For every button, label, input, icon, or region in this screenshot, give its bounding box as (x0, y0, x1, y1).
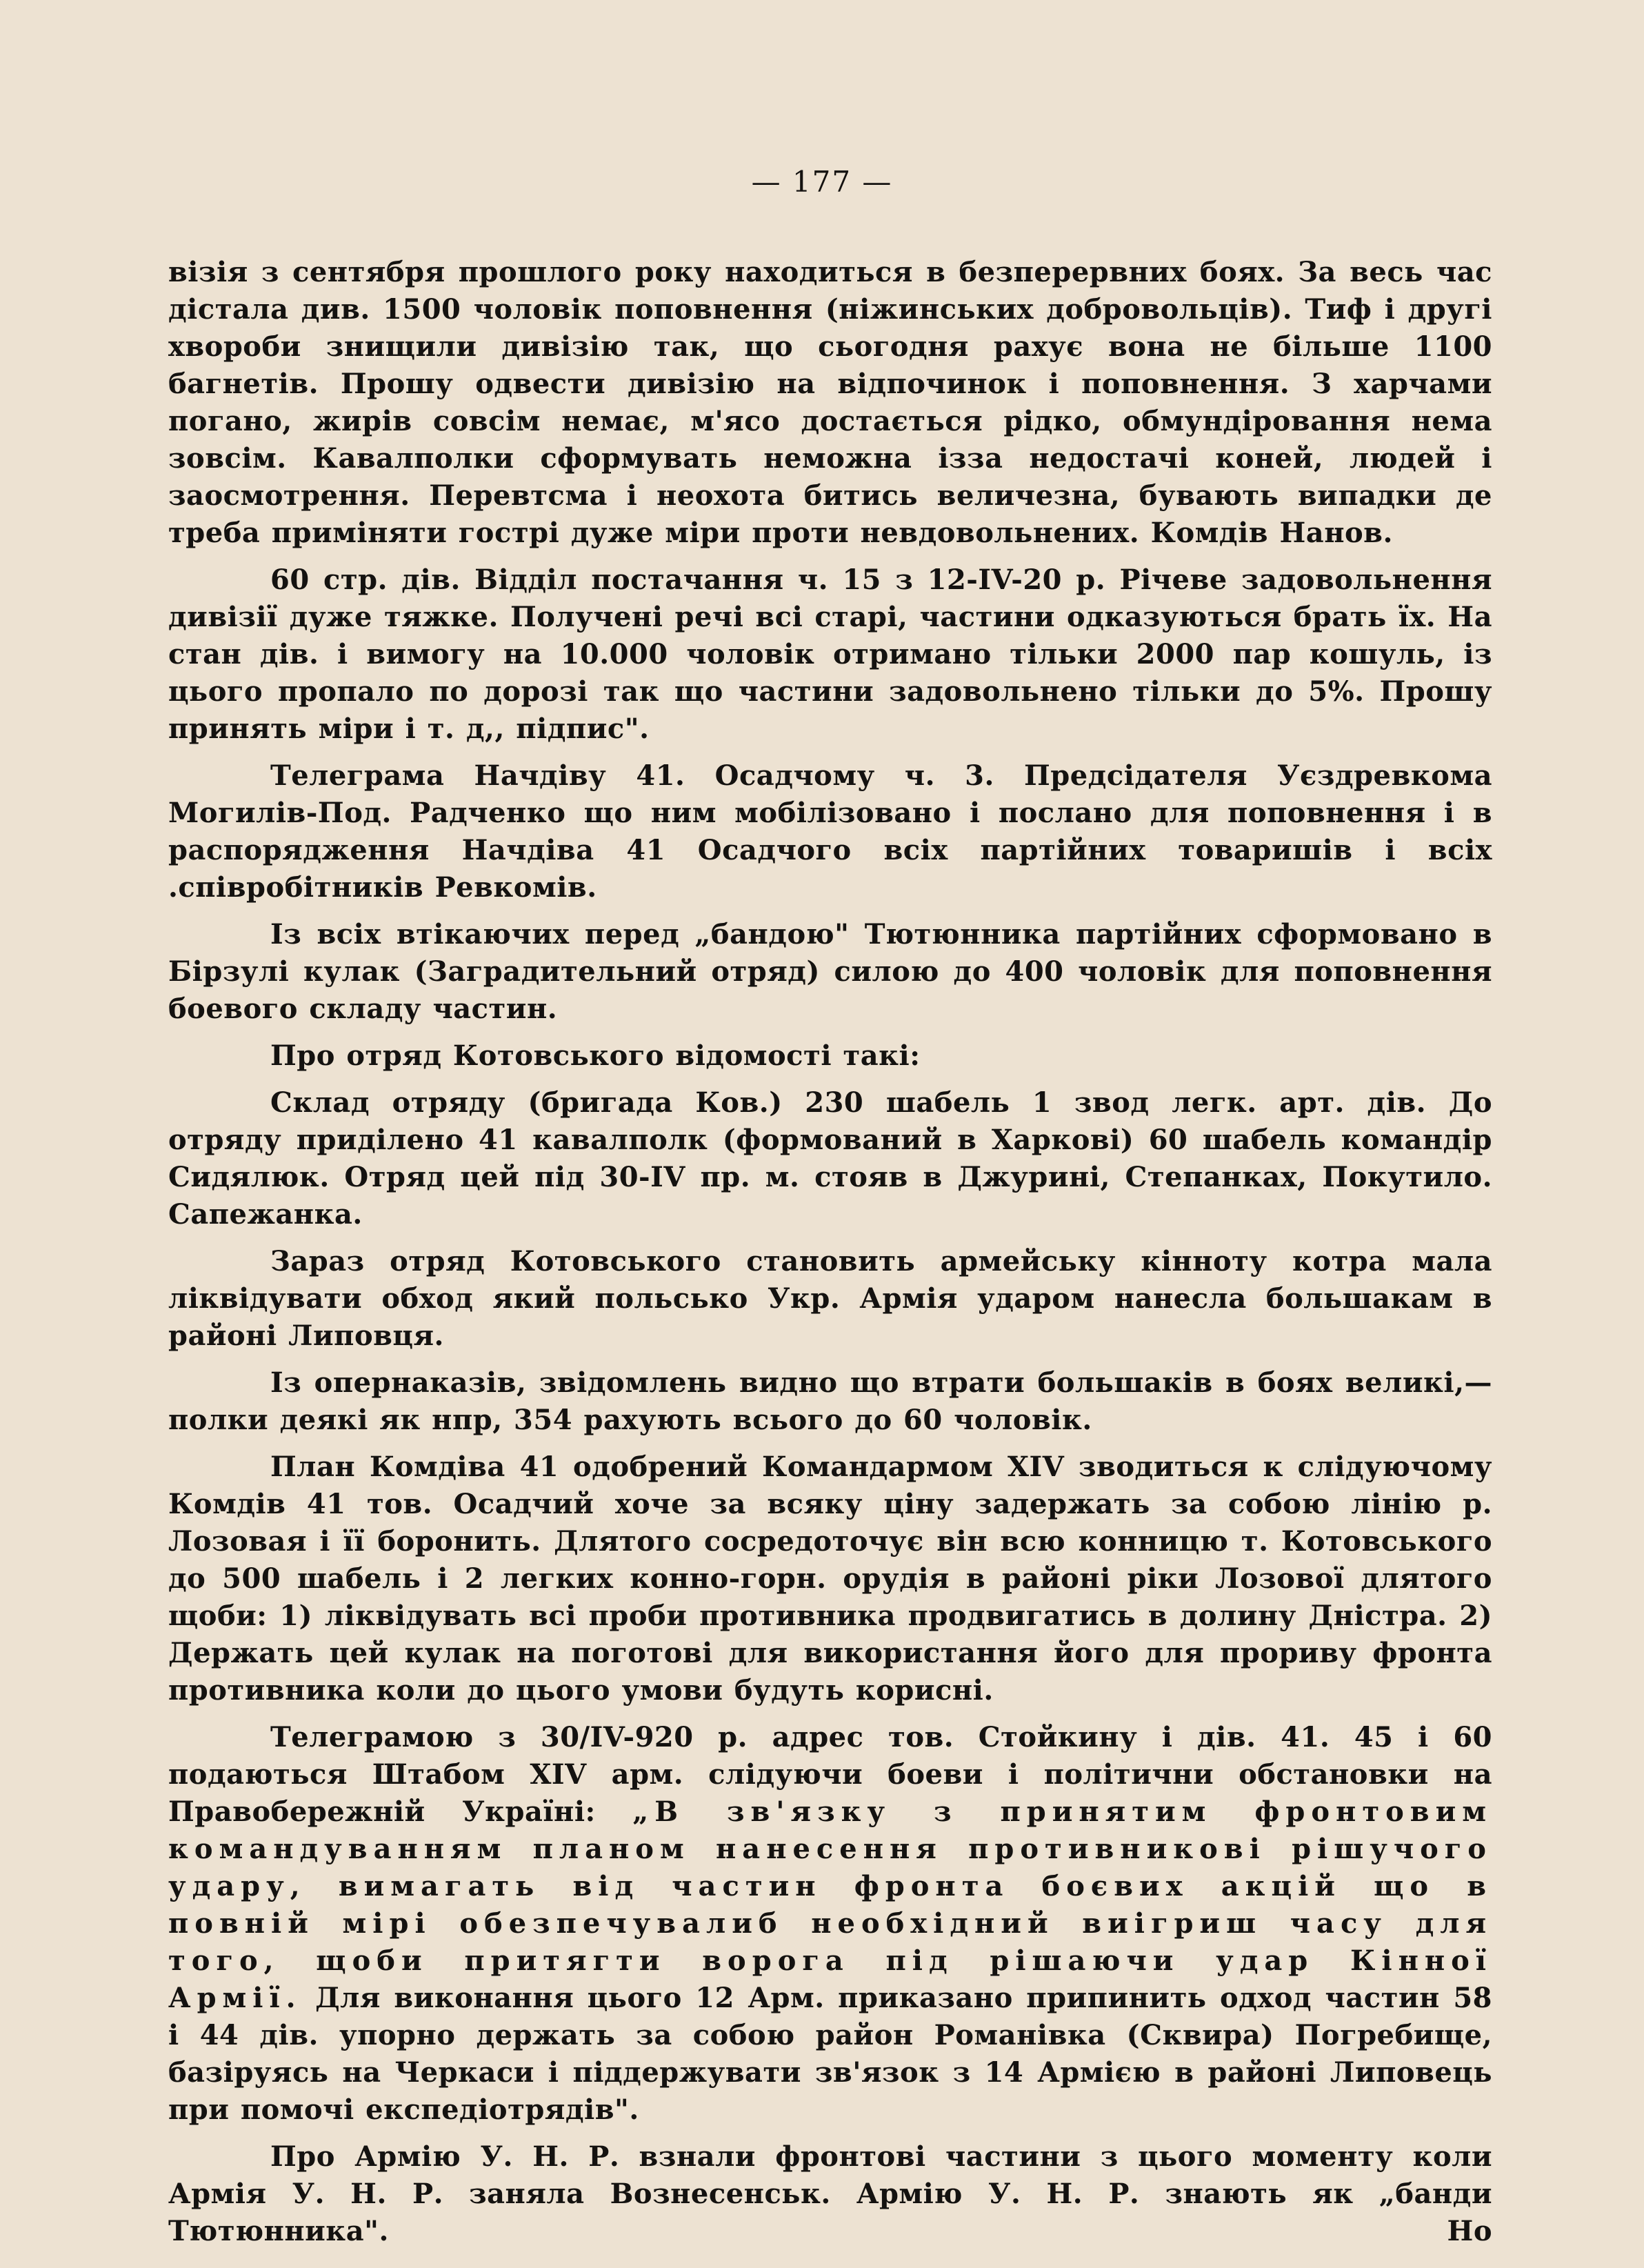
paragraph-5: Про отряд Котовського відомості такі: (270, 1040, 921, 1072)
paragraph-2: 60 стр. дів. Відділ постачання ч. 15 з 12-IV-20 р. Річеве задовольнення дивізії дуже тяжке. Получені речі всі старі, частини одказуються брать їх. На стан дів. і вимогу на 10.000 чоловік отримано тільки 2000 пар кошуль, із цього пропало по дорозі так що частини задовольнено тільки до 5%. Прошу принять міри і т. д,, підпис". (168, 564, 1492, 745)
paragraph-11: Про Армію У. Н. Р. взнали фронтові частини з цього моменту коли Армія У. Н. Р. заняла Вознесенськ. Армію У. Н. Р. знають як „банди Тютюнника". Но (168, 2140, 1492, 2247)
quote-rest: Для виконання цього 12 Арм. приказано припинить одход частин 58 і 44 дів. упорно держать за собою район Романівка (Сквира) Погребище, базіруясь на Черкаси і піддержувати зв'язок з 14 Армією в районі Липовець при помочі експедіотрядів". (168, 1982, 1492, 2126)
paragraph-8: Із опернаказів, звідомлень видно що втрати большаків в боях великі,— полки деякі як нпр, 354 рахують всього до 60 чоловік. (168, 1366, 1492, 1436)
page-number: — 177 — (751, 165, 893, 199)
paragraph-10 (168, 1719, 1492, 2129)
paragraph-6: Склад отряду (бригада Ков.) 230 шабель 1 звод легк. арт. дів. До отряду приділено 41 кавалполк (формований в Харкові) 60 шабель командір Сидялюк. Отряд цей під 30-IV пр. м. стояв в Джурині, Степанках, Покутило. Сапежанка. (168, 1086, 1492, 1231)
document-body (168, 254, 1492, 2260)
paragraph-4: Із всіх втікаючих перед „бандою" Тютюнника партійних сформовано в Бірзулі кулак (Заградительний отряд) силою до 400 чоловік для поповнення боевого складу частин. (168, 918, 1492, 1025)
paragraph-9: План Комдіва 41 одобрений Командармом XIV зводиться к слідуючому Комдів 41 тов. Осадчий хоче за всяку ціну задержать за собою лінію р. Лозовая і її боронить. Длятого сосредоточує він всю конницю т. Котовського до 500 шабель і 2 легких конно-горн. орудія в районі ріки Лозової длятого щоби: 1) ліквідувать всі проби противника продвигатись в долину Дністра. 2) Держать цей кулак на поготові для використання його для прориву фронта противника коли до цього умови будуть корисні. (168, 1451, 1492, 1707)
paragraph-1: візія з сентября прошлого року находиться в безперервних боях. За весь час дістала див. 1500 чоловік поповнення (ніжинських добровольців). Тиф і другі хвороби знищили дивізію так, що сьогодня рахує вона не більше 1100 багнетів. Прошу одвести дивізію на відпочинок і поповнення. З харчами погано, жирів совсім немає, м'ясо достається рідко, обмундіровання нема зовсім. Кавалполки сформувать неможна ізза недостачі коней, людей і заосмотрення. Перевтсма і неохота битись величезна, бувають випадки де треба приміняти гострі дуже міри проти невдовольнених. Комдів Нанов. (168, 256, 1492, 549)
quote-spaced: „В зв'язку з принятим фронтовим командуванням планом нанесення противникові рішучого удару, вимагать від частин фронта боєвих акцій що в повній мірі обезпечувалиб необхідний виігриш часу для того, щоби притягти ворога під рішаючи удар Кінної Армії. (168, 1796, 1492, 2014)
paragraph-7: Зараз отряд Котовського становить армейську кінноту котра мала ліквідувати обход який польсько Укр. Армія ударом нанесла большакам в районі Липовця. (168, 1245, 1492, 1352)
paragraph-10-intro: Телеграмою з 30/IV-920 р. адрес тов. Стойкину і дів. 41. 45 і 60 подаються Штабом XIV арм. слідуючи боеви і політични обстановки на Правобережній Україні: (168, 1721, 1492, 1828)
paragraph-3: Телеграма Начдіву 41. Осадчому ч. 3. Предсідателя Уєздревкома Могилів-Под. Радченко що ним мобілізовано і послано для поповнення і в распорядження Начдіва 41 Осадчого всіх партійних товаришів і всіх .співробітників Ревкомів. (168, 759, 1492, 904)
